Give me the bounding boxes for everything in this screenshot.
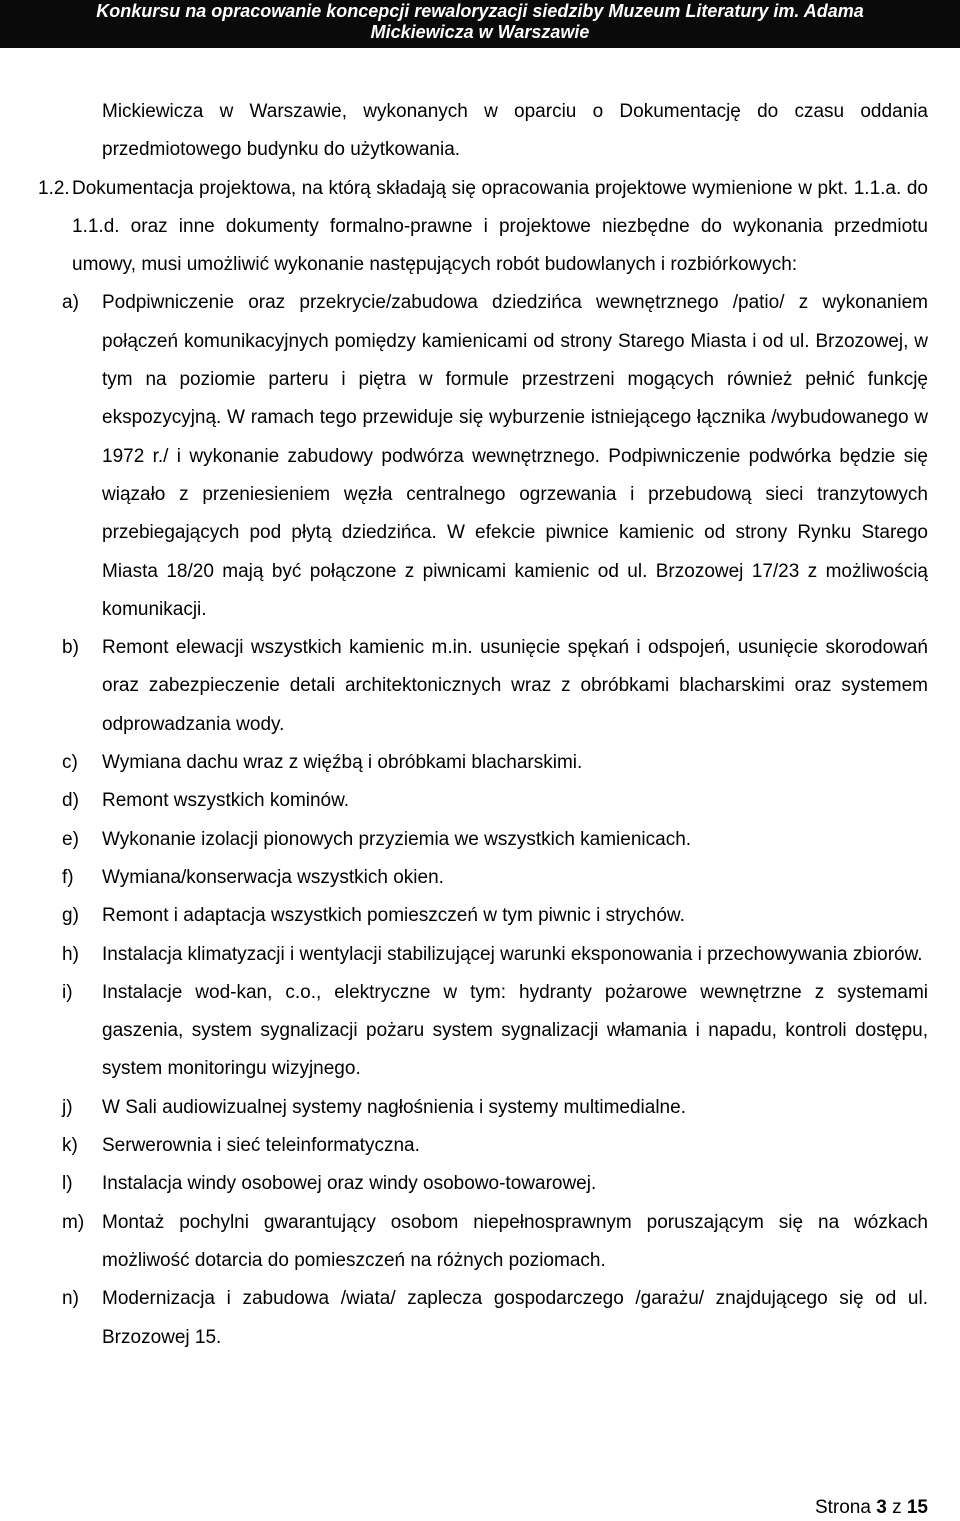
list-item-text: Remont elewacji wszystkich kamienic m.in. usunięcie spękań i odspojeń, usunięcie skorodowań oraz zabezpieczenie detali architektonicznych wraz z obróbkami blacharskimi oraz systemem odprowadzania wody.: [102, 637, 928, 735]
list-item-letter: f): [62, 866, 74, 888]
page-footer: [815, 1497, 928, 1519]
page-total: 15: [906, 1497, 928, 1518]
list-item-text: Instalacje wod-kan, c.o., elektryczne w tym: hydranty pożarowe wewnętrzne z systemami gaszenia, system sygnalizacji pożaru system sygnalizacji włamania i napadu, kontroli dostępu, system monitoringu wizyjnego.: [102, 981, 928, 1080]
list-item-text: Modernizacja i zabudowa /wiata/ zaplecza gospodarczego /garażu/ znajdującego się od ul. Brzozowej 15.: [102, 1288, 928, 1348]
list-item-c: [62, 744, 928, 782]
list-item-text: Montaż pochylni gwarantujący osobom niepełnosprawnym poruszającym się na wózkach możliwość dotarcia do pomieszczeń na różnych poziomach.: [102, 1211, 928, 1271]
list-item-letter: c): [62, 752, 78, 774]
list-item-text: Wymiana dachu wraz z więźbą i obróbkami blacharskimi.: [102, 752, 583, 774]
page-separator: z: [892, 1497, 902, 1518]
list-item-text: Wymiana/konserwacja wszystkich okien.: [102, 866, 444, 888]
list-item-n: [62, 1280, 928, 1357]
list-item-k: [62, 1127, 928, 1165]
list-item-b: [62, 629, 928, 744]
section-number: 1.2.: [38, 177, 70, 199]
list-item-text: Serwerownia i sieć teleinformatyczna.: [102, 1135, 420, 1157]
list-item-text: W Sali audiowizualnej systemy nagłośnienia i systemy multimedialne.: [102, 1096, 686, 1118]
list-item-letter: g): [62, 905, 79, 927]
header-line-1: Konkursu na opracowanie koncepcji rewaloryzacji siedziby Muzeum Literatury im. Adama: [96, 1, 864, 21]
list-item-i: [62, 974, 928, 1089]
list-item-text: Wykonanie izolacji pionowych przyziemia we wszystkich kamienicach.: [102, 828, 692, 850]
document-header: [0, 0, 960, 48]
page-label: Strona: [814, 1497, 871, 1518]
list-item-letter: k): [62, 1135, 78, 1157]
list-item-a: [62, 284, 928, 629]
list-item-text: Remont i adaptacja wszystkich pomieszczeń w tym piwnic i strychów.: [102, 905, 685, 927]
list-item-letter: h): [62, 943, 79, 965]
list-item-h: [62, 936, 928, 974]
list-item-text: Remont wszystkich kominów.: [102, 790, 350, 812]
page-number: 3: [876, 1497, 887, 1518]
list-item-j: [62, 1089, 928, 1127]
list-item-d: [62, 782, 928, 820]
list-item-letter: m): [62, 1211, 85, 1233]
list-item-text: Instalacja windy osobowej oraz windy osobowo-towarowej.: [102, 1173, 597, 1195]
document-body: [0, 93, 960, 1357]
list-item-letter: l): [62, 1173, 73, 1195]
list-item-letter: j): [62, 1096, 73, 1118]
list-item-letter: i): [62, 981, 73, 1003]
list-item-letter: b): [62, 637, 79, 659]
list-item-letter: a): [62, 292, 79, 314]
list-item-letter: n): [62, 1288, 79, 1310]
list-item-letter: d): [62, 790, 79, 812]
list-item-f: [62, 859, 928, 897]
section-text: Dokumentacja projektowa, na którą składają się opracowania projektowe wymienione w pkt. 1.1.a. do 1.1.d. oraz inne dokumenty formalno-prawne i projektowe niezbędne do wykonania przedmiotu umowy, musi umożliwić wykonanie następujących robót budowlanych i rozbiórkowych:: [72, 177, 928, 276]
list-item-m: [62, 1204, 928, 1281]
list-item-e: [62, 821, 928, 859]
header-line-2: Mickiewicza w Warszawie: [370, 22, 590, 42]
list-item-g: [62, 897, 928, 935]
section-1-2: [38, 170, 928, 285]
list-item-text: Instalacja klimatyzacji i wentylacji stabilizującej warunki eksponowania i przechowywania zbiorów.: [102, 943, 923, 965]
list-item-l: [62, 1165, 928, 1203]
list-item-letter: e): [62, 828, 79, 850]
list-item-text: Podpiwniczenie oraz przekrycie/zabudowa dziedzińca wewnętrznego /patio/ z wykonaniem połączeń komunikacyjnych pomiędzy kamienicami od strony Starego Miasta i od ul. Brzozowej, w tym na poziomie parteru i piętra w formule przestrzeni mogących również pełnić funkcję ekspozycyjną. W ramach tego przewiduje się wyburzenie istniejącego łącznika /wybudowanego w 1972 r./ i wykonanie zabudowy podwórza wewnętrznego. Podpiwniczenie podwórka będzie się wiązało z przeniesieniem węzła centralnego ogrzewania i przebudową sieci tranzytowych przebiegających pod płytą dziedzińca. W efekcie piwnice kamienic od strony Rynku Starego Miasta 18/20 mają być połączone z piwnicami kamienic od ul. Brzozowej 17/23 z możliwością komunikacji.: [102, 292, 928, 620]
continuation-paragraph: Mickiewicza w Warszawie, wykonanych w oparciu o Dokumentację do czasu oddania przedmiotowego budynku do użytkowania.: [102, 101, 928, 161]
